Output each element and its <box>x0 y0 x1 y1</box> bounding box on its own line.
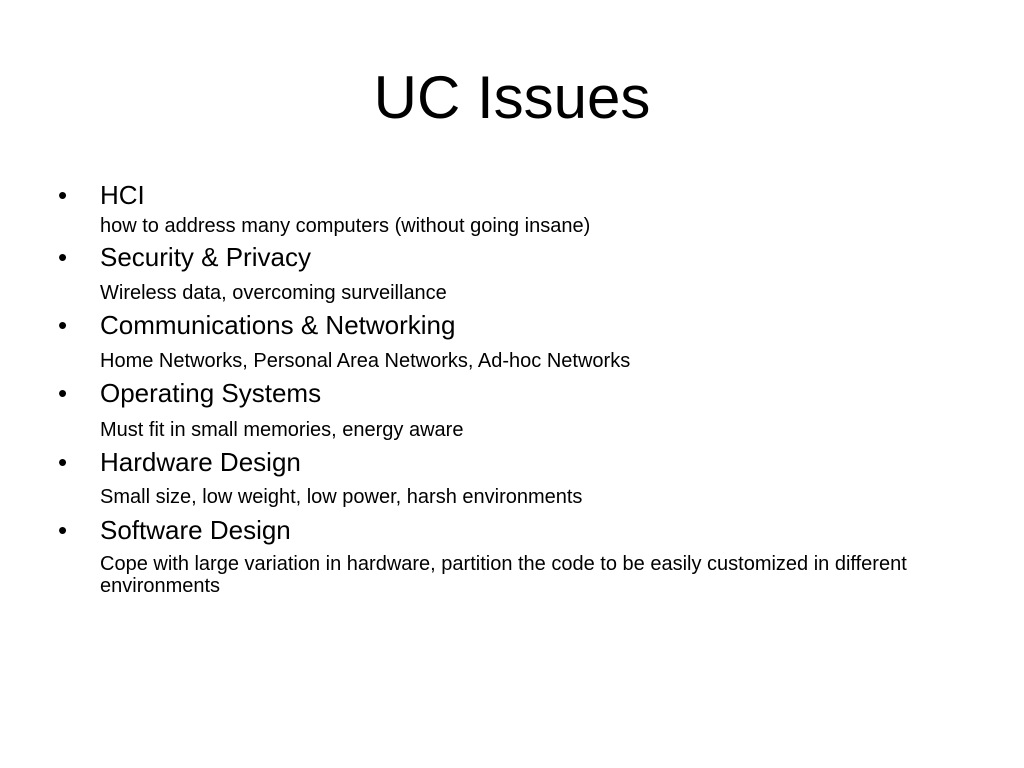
slide-title: UC Issues <box>373 64 651 131</box>
bullet-detail: Wireless data, overcoming surveillance <box>100 282 447 304</box>
bullet-detail: Must fit in small memories, energy aware <box>100 419 464 441</box>
bullet-heading: Hardware Design <box>100 447 301 477</box>
bullet-heading: Communications & Networking <box>100 310 456 340</box>
bullet-detail: how to address many computers (without going insane) <box>100 215 591 237</box>
bullet-heading: HCI <box>100 180 145 210</box>
bullet-detail: Cope with large variation in hardware, partition the code to be easily customized in different environments <box>100 553 907 597</box>
bullet-heading: Operating Systems <box>100 378 322 408</box>
bullet-heading: Security & Privacy <box>100 242 311 272</box>
bullet-detail: Small size, low weight, low power, harsh environments <box>100 486 583 508</box>
bullet-dot-icon: • <box>58 242 68 272</box>
bullet-dot-icon: • <box>58 180 68 210</box>
bullet-dot-icon: • <box>58 378 68 408</box>
bullet-dot-icon: • <box>58 310 68 340</box>
bullet-heading: Software Design <box>100 515 291 545</box>
bullet-detail: Home Networks, Personal Area Networks, Ad-hoc Networks <box>100 350 631 372</box>
bullet-dot-icon: • <box>58 515 68 545</box>
bullet-dot-icon: • <box>58 447 68 477</box>
